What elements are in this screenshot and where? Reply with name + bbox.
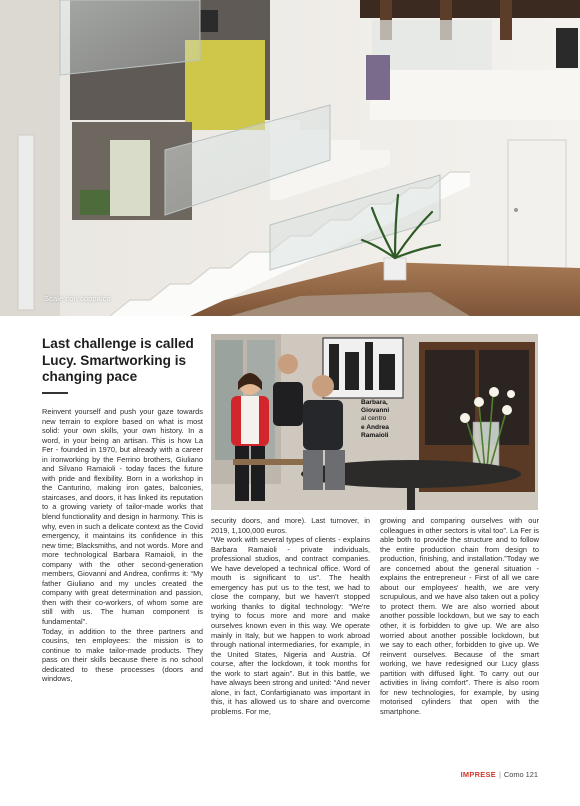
caption-name: Ramaioli xyxy=(361,431,389,439)
footer-city: Como xyxy=(503,770,524,779)
team-photo-caption xyxy=(361,399,409,440)
text-column-1 xyxy=(42,407,203,684)
hero-photo xyxy=(0,0,580,316)
caption-name: Giovanni xyxy=(361,407,390,415)
paragraph: “We work with several types of clients - explains Barbara Ramaioli - private individuals, professional studios, and contract companies. We have developed a technical office. Word of mouth is significant to us”. The health emergency has put us to the test, we had to close the company, but we haven't stopped working thanks to digital technology: “We're trying to focus more and more and make ourselves known even in this way. We operate mainly in Italy, but we happen to work abroad through national intermediaries, for example, in the United States, Nigeria and Austria. Of course, after the lockdown, it took months for the work to start again”. But in this battle, we have always been strong and united: “And never alone, in fact, Confartigianato was important in this, it has allowed us to share and overcome problems. For me, xyxy=(211,535,370,716)
text-column-3 xyxy=(380,516,539,716)
caption-name: e Andrea xyxy=(361,423,389,431)
paragraph: Today, in addition to the three partners and cousins, ten employees: the mission is to continue to make tailor-made products. They pass on their skills because there is no school dedicated to these processes (doors and windows, xyxy=(42,626,203,684)
staircase-illustration xyxy=(0,0,580,316)
footer-separator: | xyxy=(498,770,501,779)
page-footer xyxy=(461,770,538,779)
text-column-2 xyxy=(211,516,370,716)
caption-name: Barbara, xyxy=(361,399,388,406)
paragraph: Reinvent yourself and push your gaze towards new terrain to explore based on what is most solid: your own skills, your own history. In a word, in your being an artisan. This is how La Fer - founded in 1970, but already with a career in ironworking by the Ferrino brothers, Giuliano and Silvano Ramaioli - today faces the future with pride and flexibility. Born in a workshop in the Canturino, making iron gates, balconies, staircases, and doors, it has linked its reputation to a growing variety of tailor-made works that blend functionality and design in harmony. This is why, even in such a delicate context as the Covid emergency, it maintains its confidence in this new time; Blacksmiths, and not words. More and more technological Barbara Ramaioli, in the company with the other second-generation members, Giovanni and Andrea, confirms it: “My father Giuliano and my uncles created the company with great determination and passion, then with their co-workers, of whom some are still with us. The human component is fundamental”. xyxy=(42,407,203,627)
caption-text: al centro xyxy=(361,415,387,423)
paragraph: security doors, and more). Last turnover, in 2019, 1,100,000 euros. xyxy=(211,516,370,535)
headline-divider xyxy=(42,392,68,394)
page-number: 121 xyxy=(525,770,538,779)
footer-section: IMPRESE xyxy=(460,770,496,779)
hero-caption: Scale con soppalco xyxy=(44,294,111,303)
article-headline: Last challenge is called Lucy. Smartworking is changing pace xyxy=(42,336,194,384)
paragraph: growing and comparing ourselves with our colleagues in other sectors is vital too”. La Fer is able both to provide the structure and to follow the entire production chain from design to production, finishing, and installation.”Today we are concerned about the general situation - explains the entrepreneur - First of all we care about our employees' health, we are very scrupulous, and we have also taken out a policy to protect them. We are also worried about another possible lockdown, but we say to each other, it is forbidden to give up. We are also worried about another possible lockdown, but we say to each other, forbidden to give up. We reinvent ourselves. Because of the smart working, we have redesigned our Lucy glass partition with diffused light. To carry out our activities in living comfort”. There is also room for new technologies, for example, by using motorised cylinders that open with the smartphone. xyxy=(380,516,539,716)
